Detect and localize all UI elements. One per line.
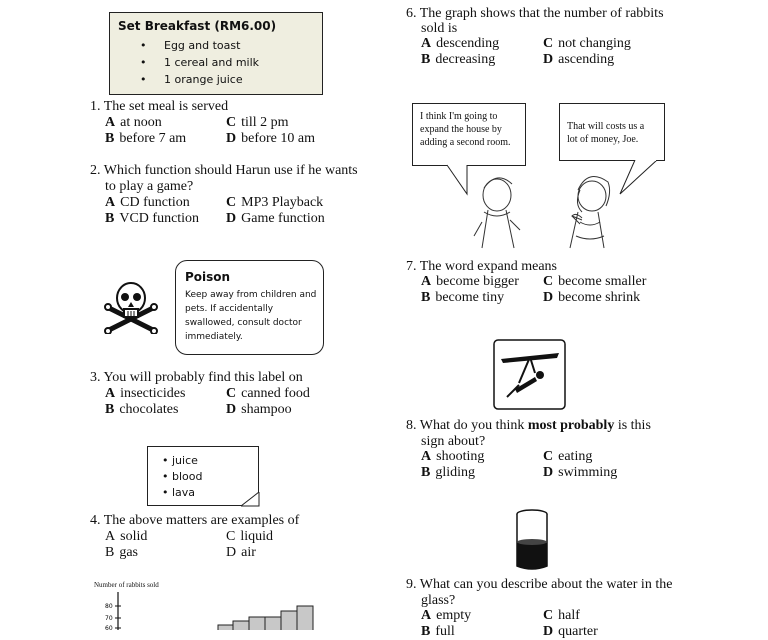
q1-option-b-text: before 7 am [119,131,187,146]
poison-label [175,260,324,355]
q3-option-d[interactable]: D shampoo [226,402,292,417]
q3-option-d-text: shampoo [241,402,292,417]
q2-option-b[interactable]: B VCD function [105,211,200,226]
q6-option-d[interactable]: D ascending [543,52,615,67]
q4-option-a-text: solid [120,529,148,544]
breakfast-title: Set Breakfast (RM6.00) [118,19,277,33]
q7-option-d[interactable]: D become shrink [543,290,641,305]
q8-option-b-text: gliding [435,465,476,480]
q8-option-b[interactable]: B gliding [421,465,476,480]
q1-option-c-text: till 2 pm [241,115,289,130]
couple-illustration [412,160,672,252]
q4-option-b-letter: B [105,545,115,560]
q7-option-a[interactable]: A become bigger [421,274,519,289]
q9-option-d-text: quarter [558,624,598,639]
skull-crossbones-icon [103,278,159,334]
q7-option-b-text: become tiny [435,290,505,305]
q2-option-c[interactable]: C MP3 Playback [226,195,324,210]
graph-tick-label: 80 [105,603,113,610]
q4-option-c-text: liquid [240,529,274,544]
q3-option-a[interactable]: A insecticides [105,386,186,401]
q6-option-b-text: decreasing [435,52,496,67]
matter-item: • blood [162,469,202,485]
note-curl-decoration [241,492,260,507]
question-6-line2: sold is [421,21,458,36]
q2-option-d[interactable]: D Game function [226,211,325,226]
q4-option-d[interactable] [226,545,256,561]
q7-option-c[interactable]: C become smaller [543,274,647,289]
graph-bar [265,617,281,630]
q4-option-a[interactable] [105,529,147,545]
q8-text-post: is this [614,418,651,433]
q9-option-a[interactable]: A empty [421,608,472,623]
question-9-line1: 9. What can you describe about the water in the [406,577,673,592]
q8-option-a-text: shooting [436,449,485,464]
q4-option-a-letter: A [105,529,116,544]
q4-option-c[interactable] [226,529,273,545]
poison-body: Keep away from children and pets. If accidentally swallowed, consult doctor immediately. [185,290,317,342]
question-6-line1: 6. The graph shows that the number of rabbits [406,6,664,21]
q8-option-d-text: swimming [558,465,618,480]
q7-option-c-text: become smaller [558,274,647,289]
q3-option-a-text: insecticides [120,386,186,401]
q9-option-a-text: empty [436,608,472,623]
q9-option-c-text: half [558,608,580,623]
q8-text-pre: 8. What do you think [406,418,528,433]
question-3: 3. You will probably find this label on [90,370,303,385]
breakfast-item: • 1 orange juice [140,71,259,88]
q1-option-d-text: before 10 am [241,131,315,146]
q9-option-c[interactable]: C half [543,608,580,623]
q2-option-a-text: CD function [120,195,190,210]
q6-option-d-text: ascending [558,52,615,67]
breakfast-list [140,37,259,88]
q2-option-d-text: Game function [241,211,325,226]
q8-option-a[interactable]: A shooting [421,449,485,464]
q6-option-a[interactable]: A descending [421,36,500,51]
q3-option-b-text: chocolates [119,402,179,417]
poison-title: Poison [185,270,231,284]
q7-option-a-text: become bigger [436,274,519,289]
q1-option-b[interactable]: B before 7 am [105,131,187,146]
q8-option-c[interactable]: C eating [543,449,593,464]
graph-tick-label: 70 [105,615,113,622]
speech-bubble-wife: That will costs us a lot of money, Joe. [559,103,665,161]
question-2-line1: 2. Which function should Harun use if he wants [90,163,358,178]
q4-option-c-letter: C [226,529,236,544]
question-1: 1. The set meal is served [90,99,229,114]
q9-option-d[interactable]: D quarter [543,624,598,639]
q6-option-c-text: not changing [558,36,631,51]
q1-option-d[interactable]: D before 10 am [226,131,315,146]
graph-bar [249,617,265,630]
q2-option-b-text: VCD function [119,211,200,226]
q3-option-c-text: canned food [241,386,310,401]
question-8-line1 [406,418,651,434]
q8-option-c-text: eating [558,449,593,464]
breakfast-item: • 1 cereal and milk [140,54,259,71]
set-breakfast-box [109,12,323,95]
water-glass-icon [514,508,550,572]
q7-option-d-text: become shrink [558,290,641,305]
q4-option-b-text: gas [119,545,139,560]
q4-option-b[interactable] [105,545,138,561]
q3-option-b[interactable]: B chocolates [105,402,179,417]
q2-option-c-text: MP3 Playback [241,195,324,210]
q1-option-c[interactable]: C till 2 pm [226,115,289,130]
q4-option-d-letter: D [226,545,237,560]
graph-bar [218,625,233,630]
q9-option-b[interactable]: B full [421,624,455,639]
q3-option-c[interactable]: C canned food [226,386,310,401]
question-2-line2: to play a game? [105,179,194,194]
matter-item: • juice [162,453,202,469]
speech-bubble-joe: I think I'm going to expand the house by adding a second room. [412,103,526,166]
graph-bar [297,606,313,630]
graph-title: Number of rabbits sold [94,581,159,589]
hang-glider-sign-icon [493,339,566,410]
q8-option-d[interactable]: D swimming [543,465,618,480]
matter-item: • lava [162,485,202,501]
question-9-line2: glass? [421,593,456,608]
q4-option-d-text: air [241,545,256,560]
graph-bar [281,611,297,630]
q1-option-a[interactable]: A at noon [105,115,162,130]
q9-option-b-text: full [435,624,455,639]
graph-tick-label: 60 [105,625,113,630]
q6-option-b[interactable]: B decreasing [421,52,496,67]
question-8-line2: sign about? [421,434,486,449]
q6-option-a-text: descending [436,36,500,51]
q6-option-c[interactable]: C not changing [543,36,631,51]
graph-bar [233,621,249,630]
q1-option-a-text: at noon [120,115,162,130]
breakfast-item: • Egg and toast [140,37,259,54]
question-4: 4. The above matters are examples of [90,513,300,528]
q2-option-a[interactable]: A CD function [105,195,190,210]
rabbit-graph [105,592,320,630]
q8-text-bold: most probably [527,418,615,433]
q7-option-b[interactable]: B become tiny [421,290,505,305]
question-7: 7. The word expand means [406,259,557,274]
matters-list [162,453,202,501]
